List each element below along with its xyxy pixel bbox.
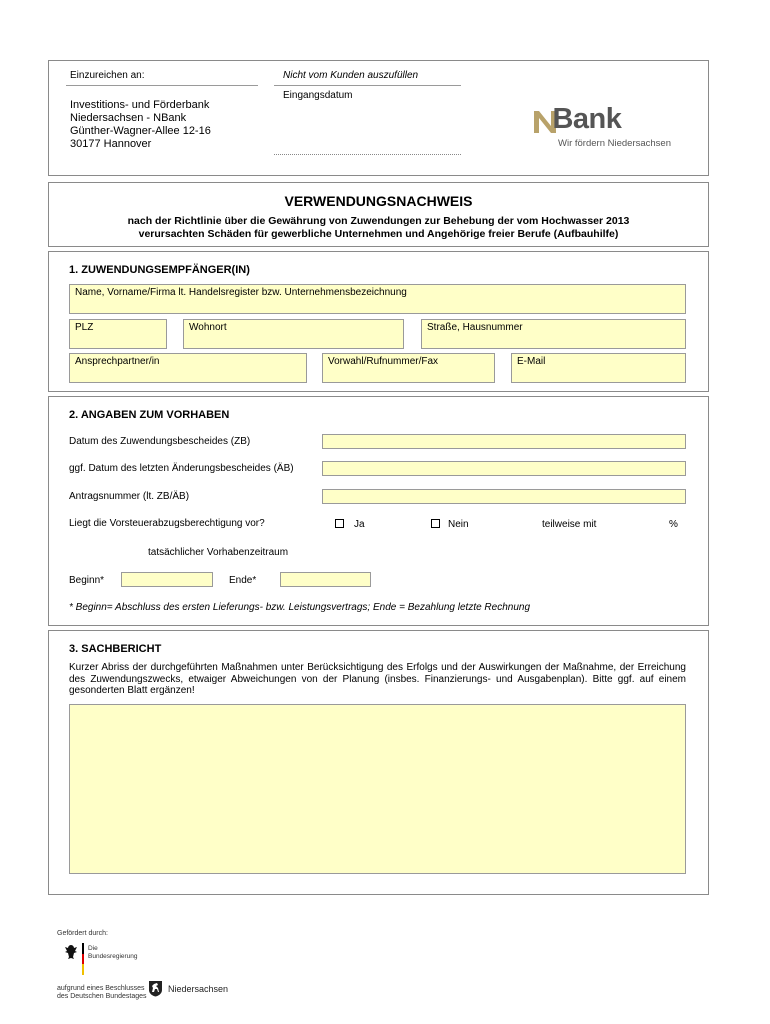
submit-to-label: Einzureichen an:	[70, 70, 145, 81]
nein-checkbox[interactable]	[431, 519, 440, 528]
nein-label: Nein	[448, 519, 469, 530]
plz-field[interactable]	[69, 319, 167, 349]
contact-field[interactable]	[69, 353, 307, 383]
vorsteuer-label: Liegt die Vorsteuerabzugsberechtigung vor?	[69, 518, 265, 529]
ab-date-label: ggf. Datum des letzten Änderungsbescheides (ÄB)	[69, 463, 294, 474]
address-line-4: 30177 Hannover	[70, 138, 152, 150]
niedersachsen-label: Niedersachsen	[168, 984, 229, 994]
submit-to-line	[66, 85, 258, 86]
phone-label: Vorwahl/Rufnummer/Fax	[328, 356, 439, 367]
not-for-customer-label: Nicht vom Kunden auszufüllen	[283, 70, 419, 81]
ja-label: Ja	[354, 519, 365, 530]
flag-stripe-gold	[82, 964, 84, 975]
period-label: tatsächlicher Vorhabenzeitraum	[148, 547, 289, 558]
phone-field[interactable]	[322, 353, 495, 383]
percent-label: %	[669, 519, 678, 530]
title-subline-2: verursachten Schäden für gewerbliche Unternehmen und Angehörige freier Berufe (Aufbauhilfe)	[138, 228, 619, 240]
begin-label: Beginn*	[69, 575, 105, 586]
strasse-field[interactable]	[421, 319, 686, 349]
plz-label: PLZ	[75, 322, 94, 333]
end-field[interactable]	[280, 572, 371, 587]
nbank-brand-rest: Bank	[552, 103, 622, 135]
flag-stripes	[82, 943, 84, 975]
address-line-1: Investitions- und Förderbank	[70, 99, 210, 111]
bund-line-1: Die	[88, 945, 98, 952]
niedersachsen-horse-icon	[148, 980, 163, 997]
section-3-box	[48, 630, 709, 895]
section-1-box	[48, 251, 709, 392]
title-subline-1: nach der Richtlinie über die Gewährung von Zuwendungen zur Behebung der vom Hochwasser 2013	[127, 215, 630, 227]
funded-by-label: Gefördert durch:	[57, 930, 108, 937]
section-2-box	[48, 396, 709, 626]
nbank-logo	[532, 105, 692, 153]
contact-label: Ansprechpartner/in	[75, 356, 160, 367]
name-label: Name, Vorname/Firma lt. Handelsregister bzw. Unternehmensbezeichnung	[75, 287, 407, 298]
email-field[interactable]	[511, 353, 686, 383]
received-date-line	[274, 154, 461, 155]
antrag-label: Antragsnummer (lt. ZB/ÄB)	[69, 491, 190, 502]
sachbericht-field[interactable]	[69, 704, 686, 874]
beschluss-line-2: des Deutschen Bundestages	[57, 993, 147, 1000]
section-2-title: 2. ANGABEN ZUM VORHABEN	[69, 409, 230, 421]
flag-stripe-red	[82, 954, 84, 964]
not-for-customer-line	[274, 85, 461, 86]
name-field[interactable]	[69, 284, 686, 314]
end-label: Ende*	[229, 575, 257, 586]
nbank-slogan: Wir fördern Niedersachsen	[558, 138, 671, 149]
email-label: E-Mail	[517, 356, 546, 367]
flag-stripe-black	[82, 943, 84, 954]
zb-date-field[interactable]	[322, 434, 686, 449]
teilweise-label: teilweise mit	[542, 519, 597, 530]
header-box	[48, 60, 709, 176]
address-line-2: Niedersachsen - NBank	[70, 112, 187, 124]
title-box	[48, 182, 709, 247]
document-title: VERWENDUNGSNACHWEIS	[284, 193, 473, 209]
section-3-text: Kurzer Abriss der durchgeführten Maßnahmen unter Berücksichtigung des Erfolgs und der Auswirkungen der Maßnahme, der Erreichung des Zuwendungszwecks, etwaiger Abweichungen von der Planung (insbes. Finanzierungs- und Ausgabenplan). Bitte ggf. auf einem gesonderten Blatt ergänzen!	[69, 662, 686, 696]
ja-checkbox[interactable]	[335, 519, 344, 528]
ab-date-field[interactable]	[322, 461, 686, 476]
zb-date-label: Datum des Zuwendungsbescheides (ZB)	[69, 436, 251, 447]
section-3-title: 3. SACHBERICHT	[69, 643, 162, 655]
address-line-3: Günther-Wagner-Allee 12-16	[70, 125, 211, 137]
received-date-label: Eingangsdatum	[283, 90, 353, 101]
federal-eagle-icon	[64, 944, 78, 960]
wohnort-label: Wohnort	[189, 322, 227, 333]
section-1-title: 1. ZUWENDUNGSEMPFÄNGER(IN)	[69, 264, 250, 276]
begin-field[interactable]	[121, 572, 213, 587]
footnote: * Beginn= Abschluss des ersten Lieferungs- bzw. Leistungsvertrags; Ende = Bezahlung letzte Rechnung	[69, 602, 531, 613]
bund-line-2: Bundesregierung	[88, 953, 138, 960]
wohnort-field[interactable]	[183, 319, 404, 349]
nbank-brand-text	[532, 103, 621, 136]
strasse-label: Straße, Hausnummer	[427, 322, 523, 333]
antrag-field[interactable]	[322, 489, 686, 504]
beschluss-line-1: aufgrund eines Beschlusses	[57, 985, 145, 992]
